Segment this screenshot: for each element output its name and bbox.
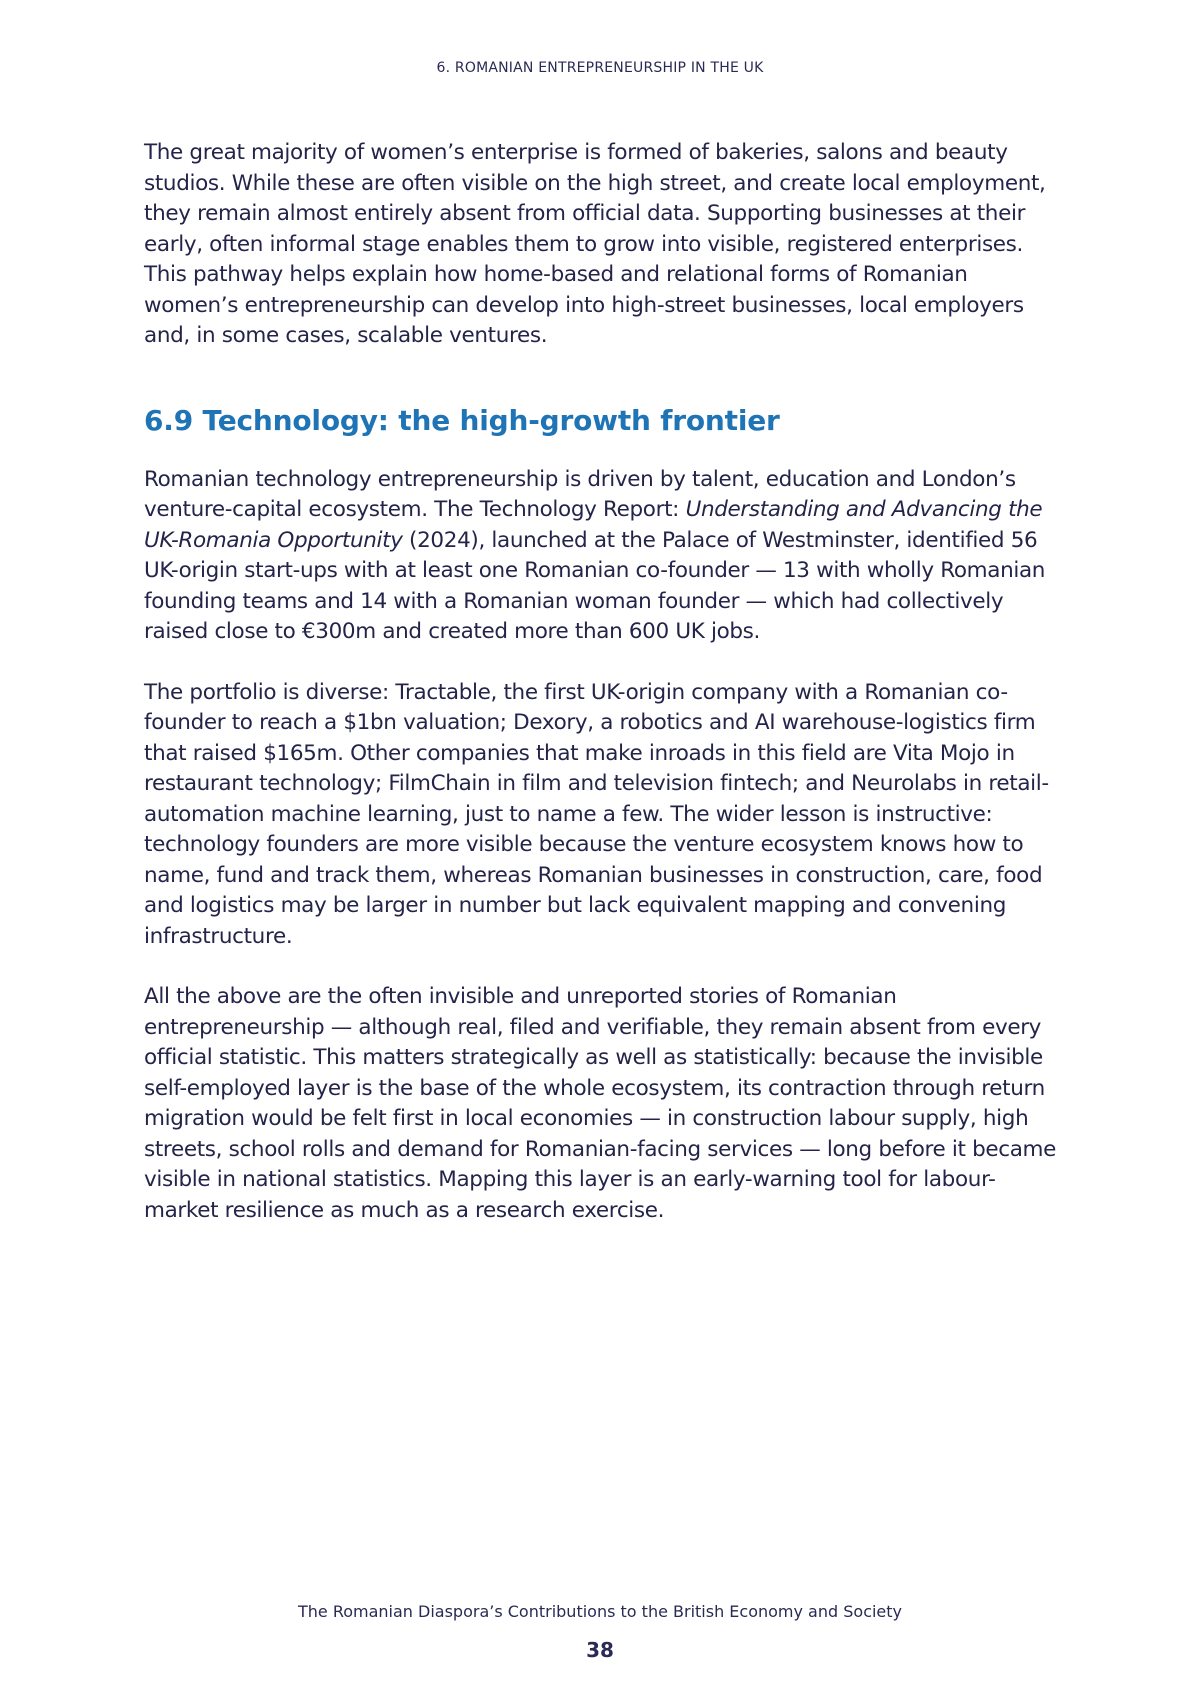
footer-document-title: The Romanian Diaspora’s Contributions to the British Economy and Society bbox=[297, 1602, 903, 1621]
tech-paragraph-part1: Romanian technology entrepreneurship is driven by talent, education and London’s venture-capital ecosystem. The Technology Report: bbox=[144, 466, 1016, 522]
section-heading: 6.9 Technology: the high-growth frontier bbox=[144, 403, 780, 437]
report-title: Understanding and Advancing the UK-Romania Opportunity bbox=[144, 497, 1043, 553]
tech-paragraph bbox=[144, 465, 1064, 648]
running-header: 6. ROMANIAN ENTREPRENEURSHIP IN THE UK bbox=[436, 60, 764, 76]
portfolio-paragraph: The portfolio is diverse: Tractable, the first UK-origin company with a Romanian co-founder to reach a $1bn valuation; Dexory, a robotics and AI warehouse-logistics firm that raised $165m. Other companies that make inroads in this field are Vita Mojo in restaurant technology; FilmChain in film and television fintech; and Neurolabs in retail-automation machine learning, just to name a few. The wider lesson is instructive: technology founders are more visible because the venture ecosystem knows how to name, fund and track them, whereas Romanian businesses in construction, care, food and logistics may be larger in number but lack equivalent mapping and convening infrastructure. bbox=[144, 679, 1049, 949]
page-content bbox=[144, 138, 1064, 1256]
intro-paragraph: The great majority of women’s enterprise is formed of bakeries, salons and beauty studios. While these are often visible on the high street, and create local employment, they remain almost entirely absent from official data. Supporting businesses at their early, often informal stage enables them to grow into visible, registered enterprises. This pathway helps explain how home-based and relational forms of Romanian women’s entrepreneurship can develop into high-street businesses, local employers and, in some cases, scalable ventures. bbox=[144, 140, 1046, 348]
closing-paragraph: All the above are the often invisible and unreported stories of Romanian entrepreneurship — although real, filed and verifiable, they remain absent from every official statistic. This matters strategically as well as statistically: because the invisible self-employed layer is the base of the whole ecosystem, its contraction through return migration would be felt first in local economies — in construction labour supply, high streets, school rolls and demand for Romanian-facing services — long before it became visible in national statistics. Mapping this layer is an early-warning tool for labour-market resilience as much as a research exercise. bbox=[144, 984, 1057, 1223]
tech-paragraph-part2: (2024), launched at the Palace of Westminster, identified 56 UK-origin start-ups with at least one Romanian co-founder — 13 with wholly Romanian founding teams and 14 with a Romanian woman founder — which had collectively raised close to €300m and created more than 600 UK jobs. bbox=[144, 527, 1046, 644]
page-number: 38 bbox=[586, 1638, 614, 1662]
